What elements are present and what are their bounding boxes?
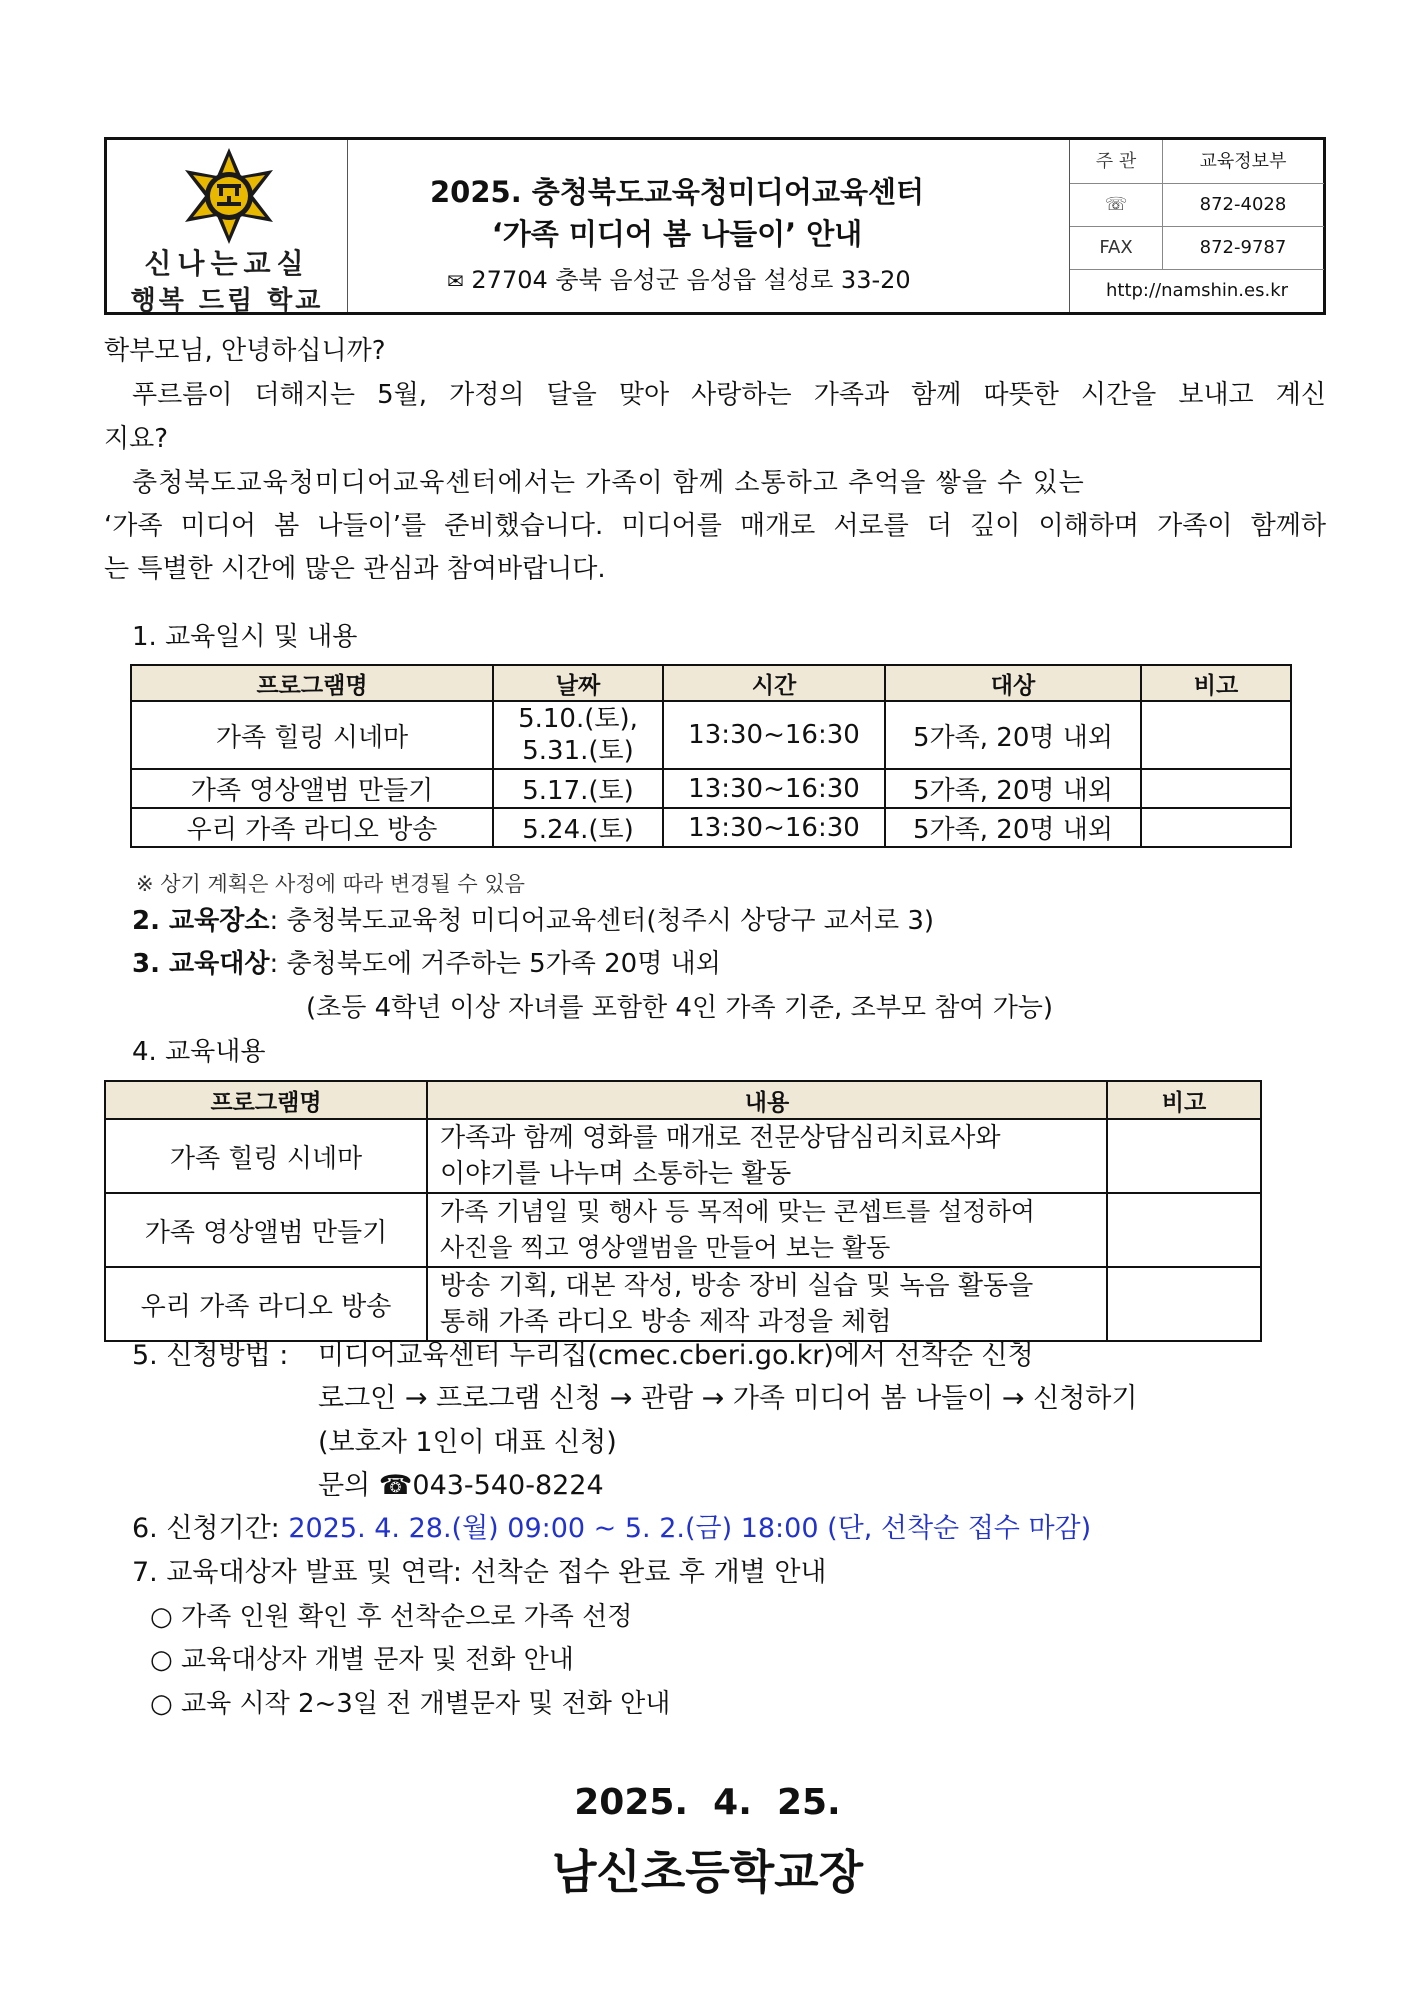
section5-line2: 로그인 → 프로그램 신청 → 관람 → 가족 미디어 봄 나들이 → 신청하기 — [318, 1383, 1138, 1414]
section5-contact — [318, 1465, 604, 1507]
section7-item: ○ 교육 시작 2~3일 전 개별문자 및 전화 안내 — [150, 1689, 671, 1719]
program-note — [1107, 1193, 1261, 1267]
table-row — [105, 1267, 1261, 1341]
program-time: 13:30~16:30 — [663, 701, 885, 769]
col-content: 내용 — [427, 1081, 1107, 1119]
info-row-phone — [1070, 183, 1324, 227]
program-target: 5가족, 20명 내외 — [885, 769, 1141, 808]
content-header-row — [105, 1081, 1261, 1119]
program-name: 가족 영상앨범 만들기 — [131, 769, 493, 808]
school-emblem-icon — [175, 146, 283, 246]
col-program: 프로그램명 — [131, 665, 493, 701]
title-cell — [347, 140, 1173, 312]
section3-sub: (초등 4학년 이상 자녀를 포함한 4인 가족 기준, 조부모 참여 가능) — [306, 993, 1054, 1023]
col-note: 비고 — [1107, 1081, 1261, 1119]
section7-item: ○ 교육대상자 개별 문자 및 전화 안내 — [150, 1645, 574, 1675]
content-line2: 사진을 찍고 영상앨범을 만들어 보는 활동 — [440, 1233, 891, 1262]
section7-label: 7. 교육대상자 발표 및 연락: 선착순 접수 완료 후 개별 안내 — [132, 1557, 827, 1588]
letterhead — [104, 137, 1326, 315]
address — [447, 260, 911, 295]
slogan-line2: 행복 드림 학교 — [130, 286, 324, 316]
section5-label: 5. 신청방법 : — [132, 1340, 289, 1371]
content-line1: 가족과 함께 영화를 매개로 전문상담심리치료사와 — [440, 1123, 1001, 1153]
title-line2: ‘가족 미디어 봄 나들이’ 안내 — [491, 217, 863, 251]
section5-line3: (보호자 1인이 대표 신청) — [318, 1427, 617, 1458]
program-time: 13:30~16:30 — [663, 808, 885, 847]
program-content — [427, 1267, 1107, 1341]
program-note — [1141, 701, 1291, 769]
program-content — [427, 1119, 1107, 1193]
program-name: 우리 가족 라디오 방송 — [105, 1267, 427, 1341]
contact-phone: ☎043-540-8224 — [378, 1470, 604, 1501]
section6 — [132, 1508, 1091, 1550]
schedule-notice: ※ 상기 계획은 사정에 따라 변경될 수 있음 — [136, 872, 525, 896]
section3-text: : 충청북도에 거주하는 5가족 20명 내외 — [269, 949, 721, 979]
schedule-header-row — [131, 665, 1291, 701]
program-name: 가족 힐링 시네마 — [131, 701, 493, 769]
school-url[interactable]: http://namshin.es.kr — [1105, 280, 1289, 301]
program-name: 우리 가족 라디오 방송 — [131, 808, 493, 847]
section6-label: 6. 신청기간: — [132, 1513, 280, 1544]
table-row — [105, 1119, 1261, 1193]
program-name: 가족 힐링 시네마 — [105, 1119, 427, 1193]
fax-label: FAX — [1070, 226, 1163, 269]
section5-line1: 미디어교육센터 누리집(cmec.cberi.go.kr)에서 선착순 신청 — [318, 1340, 1034, 1371]
phone-value: 872-4028 — [1199, 194, 1287, 215]
section3-label: 3. 교육대상 — [132, 949, 270, 979]
address-text: 27704 충북 음성군 음성읍 설성로 33-20 — [471, 266, 911, 294]
program-target: 5가족, 20명 내외 — [885, 701, 1141, 769]
fax-value: 872-9787 — [1199, 237, 1287, 258]
program-date: 5.24.(토) — [493, 808, 663, 847]
section2 — [132, 900, 934, 942]
content-line1: 방송 기획, 대본 작성, 방송 장비 실습 및 녹음 활동을 — [440, 1271, 1034, 1301]
col-date: 날짜 — [493, 665, 663, 701]
principal-signature: 남신초등학교장 — [551, 1845, 864, 1899]
content-line2: 이야기를 나누며 소통하는 활동 — [440, 1159, 792, 1189]
content-table — [104, 1080, 1262, 1342]
program-note — [1141, 769, 1291, 808]
intro-para2-line1: 충청북도교육청미디어교육센터에서는 가족이 함께 소통하고 추억을 쌓을 수 있는 — [132, 468, 1085, 498]
phone-icon: ☏ — [1070, 183, 1163, 226]
program-note — [1141, 808, 1291, 847]
col-time: 시간 — [663, 665, 885, 701]
info-row-url — [1070, 269, 1324, 312]
col-note: 비고 — [1141, 665, 1291, 701]
section4-heading: 4. 교육내용 — [132, 1037, 266, 1067]
table-row — [131, 808, 1291, 847]
program-name: 가족 영상앨범 만들기 — [105, 1193, 427, 1267]
section7-item: ○ 가족 인원 확인 후 선착순으로 가족 선정 — [150, 1602, 633, 1632]
schedule-table — [130, 664, 1292, 848]
intro-para2-line2: ‘가족 미디어 봄 나들이’를 준비했습니다. 미디어를 매개로 서로를 더 깊이 이해하며 가족이 함께하 — [104, 511, 1326, 541]
program-date: 5.17.(토) — [493, 769, 663, 808]
intro-para1-line1: 푸르름이 더해지는 5월, 가정의 달을 맞아 사랑하는 가족과 함께 따뜻한 시간을 보내고 계신 — [132, 380, 1326, 410]
section2-text: : 충청북도교육청 미디어교육센터(청주시 상당구 교서로 3) — [269, 906, 935, 936]
slogan-line1: 신나는교실 — [144, 247, 310, 280]
mail-icon: ✉ — [447, 269, 464, 293]
section2-label: 2. 교육장소 — [132, 906, 270, 936]
intro-para2-line3: 는 특별한 시간에 많은 관심과 참여바랍니다. — [104, 554, 606, 584]
col-program: 프로그램명 — [105, 1081, 427, 1119]
contact-info-table — [1069, 140, 1324, 312]
contact-label: 문의 — [318, 1470, 371, 1501]
title-line1: 2025. 충청북도교육청미디어교육센터 — [429, 175, 925, 209]
content-line1: 가족 기념일 및 행사 등 목적에 맞는 콘셉트를 설정하여 — [440, 1197, 1035, 1226]
content-line2: 통해 가족 라디오 방송 제작 과정을 체험 — [440, 1307, 892, 1337]
intro-para1-line2: 지요? — [104, 424, 169, 454]
issue-date: 2025. 4. 25. — [574, 1782, 841, 1823]
table-row — [131, 769, 1291, 808]
school-logo-cell — [107, 140, 348, 316]
greeting: 학부모님, 안녕하십니까? — [104, 336, 386, 366]
col-target: 대상 — [885, 665, 1141, 701]
info-row-fax — [1070, 226, 1324, 270]
section6-period: 2025. 4. 28.(월) 09:00 ~ 5. 2.(금) 18:00 (단, 선착순 접수 마감) — [288, 1513, 1092, 1544]
table-row — [131, 701, 1291, 769]
program-content — [427, 1193, 1107, 1267]
section1-heading: 1. 교육일시 및 내용 — [132, 622, 358, 652]
host-label: 주 관 — [1070, 140, 1163, 183]
section3 — [132, 943, 721, 985]
date-line1: 5.10.(토), — [518, 704, 638, 734]
table-row — [105, 1193, 1261, 1267]
info-row-host — [1070, 140, 1324, 184]
date-line2: 5.31.(토) — [522, 736, 634, 766]
program-date — [493, 701, 663, 769]
program-note — [1107, 1119, 1261, 1193]
program-time: 13:30~16:30 — [663, 769, 885, 808]
program-note — [1107, 1267, 1261, 1341]
host-value: 교육정보부 — [1199, 151, 1287, 172]
program-target: 5가족, 20명 내외 — [885, 808, 1141, 847]
